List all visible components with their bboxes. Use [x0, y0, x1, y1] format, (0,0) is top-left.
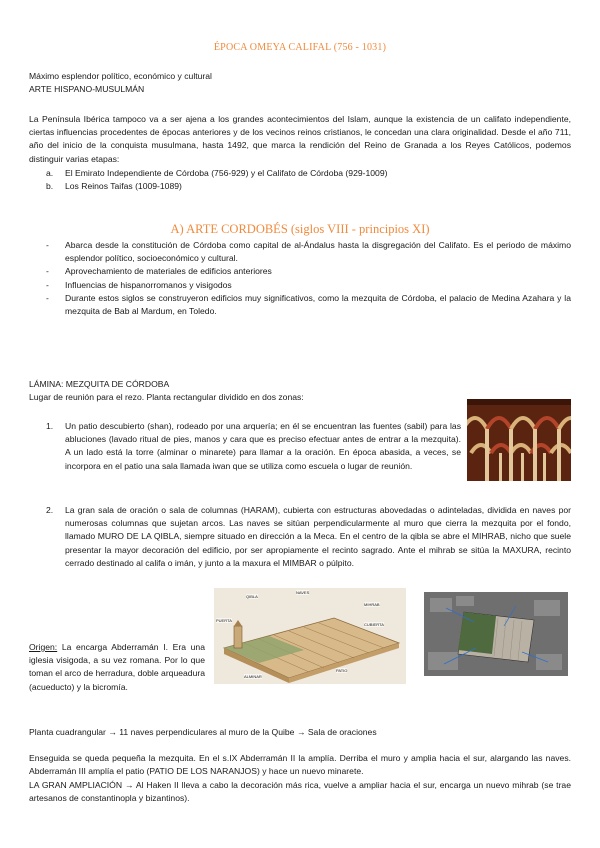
label-qibla: QIBLA [246, 594, 258, 599]
list-item [29, 180, 571, 193]
label-mihrab: MIHRAB [364, 602, 380, 607]
intro [29, 70, 569, 96]
mosque-arches-photo [467, 399, 571, 481]
list-marker: b. [46, 181, 54, 192]
list-marker: 2. [46, 505, 54, 515]
list-item-text: El Emirato Independiente de Córdoba (756-929) y el Califato de Córdoba (929-1009) [65, 168, 388, 178]
section-a-bullets [29, 239, 571, 318]
origin-text: La encarga Abderramán I. Era una iglesia visigoda, a su vez romana. Por lo que toman el arco de herradura, doble arqueadura (acueducto) y la bicromía. [29, 642, 205, 692]
stages-list [29, 167, 571, 193]
list-item-text: Abarca desde la constitución de Córdoba como capital de al-Ándalus hasta la disgregación del Califato. Es el periodo de máximo esplendor político, socioeconómico y cultural. [65, 240, 571, 264]
aerial-image [424, 592, 568, 676]
list-item-text: Aprovechamiento de materiales de edificios anteriores [65, 266, 272, 277]
list-marker: - [46, 279, 49, 290]
label-alminar: ALMINAR [244, 674, 262, 679]
label-patio: PATIO [336, 668, 348, 673]
list-item-text: Los Reinos Taifas (1009-1089) [65, 181, 182, 192]
list-item [29, 239, 571, 265]
label-puerta: PUERTA [216, 618, 232, 623]
plan-line: Planta cuadrangular → 11 naves perpendiculares al muro de la Quibe → Sala de oraciones [29, 727, 377, 737]
lamina-subtitle: Lugar de reunión para el rezo. Planta rectangular dividido en dos zonas: [29, 392, 304, 403]
paragraph-intro-history: La Península Ibérica tampoco va a ser ajena a los grandes acontecimientos del Islam, aunque la existencia de un califato independiente, ciertas influencias procedentes de épocas anteriores y de los vecinos reinos cristianos, le concedan una clara originalidad. Desde el año 711, año del inicio de la conquista musulmana, hasta 1492, que marca la rendición del Reino de Granada a los Reyes Católicos, podemos distinguir varias etapas: [29, 114, 571, 164]
list-item-text: La gran sala de oración o sala de columnas (HARAM), cubierta con estructuras abovedadas o adinteladas, dividida en naves por numerosas columnas que sujetan arcos. Las naves se sitúan perpendicularmente al muro que cierra la mezquita por el fondo, llamado MURO DE LA QIBLA, siempre situado en dirección a la Meca. En el centro de la qibla se abre el MIHRAB, nicho que suele presentar la mayor decoración del edificio, por ser apropiamente el recinto sagrado. Ante el mihrab se sitúa la MAXURA, recinto cerrado destinado al califa o imán, y junto a la maxura el MIMBAR o púlpito. [65, 505, 571, 568]
list-item [29, 265, 571, 278]
page-title: ÉPOCA OMEYA CALIFAL (756 - 1031) [213, 42, 387, 53]
intro-line-1: Máximo esplendor político, económico y cultural [29, 71, 212, 81]
origin-label: Origen: [29, 642, 58, 652]
lamina-title: LÁMINA: MEZQUITA DE CÓRDOBA [29, 379, 170, 389]
list-marker: a. [46, 168, 54, 178]
list-item-text: Durante estos siglos se construyeron edificios muy significativos, como la mezquita de Córdoba, el palacio de Medina Azahara y la mezquita de Bab al Mardum, en Toledo. [65, 292, 571, 316]
list-item-text: Un patio descubierto (shan), rodeado por una arquería; en él se encuentran las fuentes (sabil) para las abluciones (lavado ritual de pies, manos y cara que es preciso efectuar antes de entrar a la mezquita). A un lado está la torre (alminar o minarete) para llamar a la oración. En época abasida, a veces, se incorpora en el patio una sala llamada iwan que se utiliza como escuela o lugar de reunión. [65, 421, 461, 471]
mosque-axonometric-diagram [214, 588, 406, 684]
final-paragraph-1: Enseguida se queda pequeña la mezquita. En el s.IX Abderramán II la amplía. Derriba el muro y amplia hacia el sur, alargando las naves. Abderramán III amplía el patio (PATIO DE LOS NARANJOS) y hace un nuevo minarete. [29, 753, 571, 777]
arches-image [467, 399, 571, 481]
list-item-text: Influencias de hispanorromanos y visigodos [65, 279, 232, 290]
lamina-header [29, 378, 449, 404]
label-cubierta: CUBIERTA [364, 622, 384, 627]
list-item [29, 292, 571, 318]
list-item [29, 279, 571, 292]
mosque-aerial-photo [424, 592, 568, 676]
list-marker: 1. [46, 421, 54, 431]
list-marker: - [46, 266, 49, 277]
list-marker: - [46, 240, 49, 250]
label-naves: NAVES [296, 590, 310, 595]
final-paragraph-2: LA GRAN AMPLIACIÓN → Al Haken II lleva a cabo la decoración más rica, vuelve a ampliar hacia el sur, encarga un nuevo mihrab (se trae artesanos de constantinopla y bizantinos). [29, 780, 571, 804]
origin-paragraph [29, 641, 205, 694]
intro-line-2: ARTE HISPANO-MUSULMÁN [29, 84, 145, 95]
list-marker: - [46, 292, 49, 303]
list-item [29, 167, 571, 180]
section-heading: A) ARTE CORDOBÉS (siglos VIII - principios XI) [170, 222, 430, 236]
